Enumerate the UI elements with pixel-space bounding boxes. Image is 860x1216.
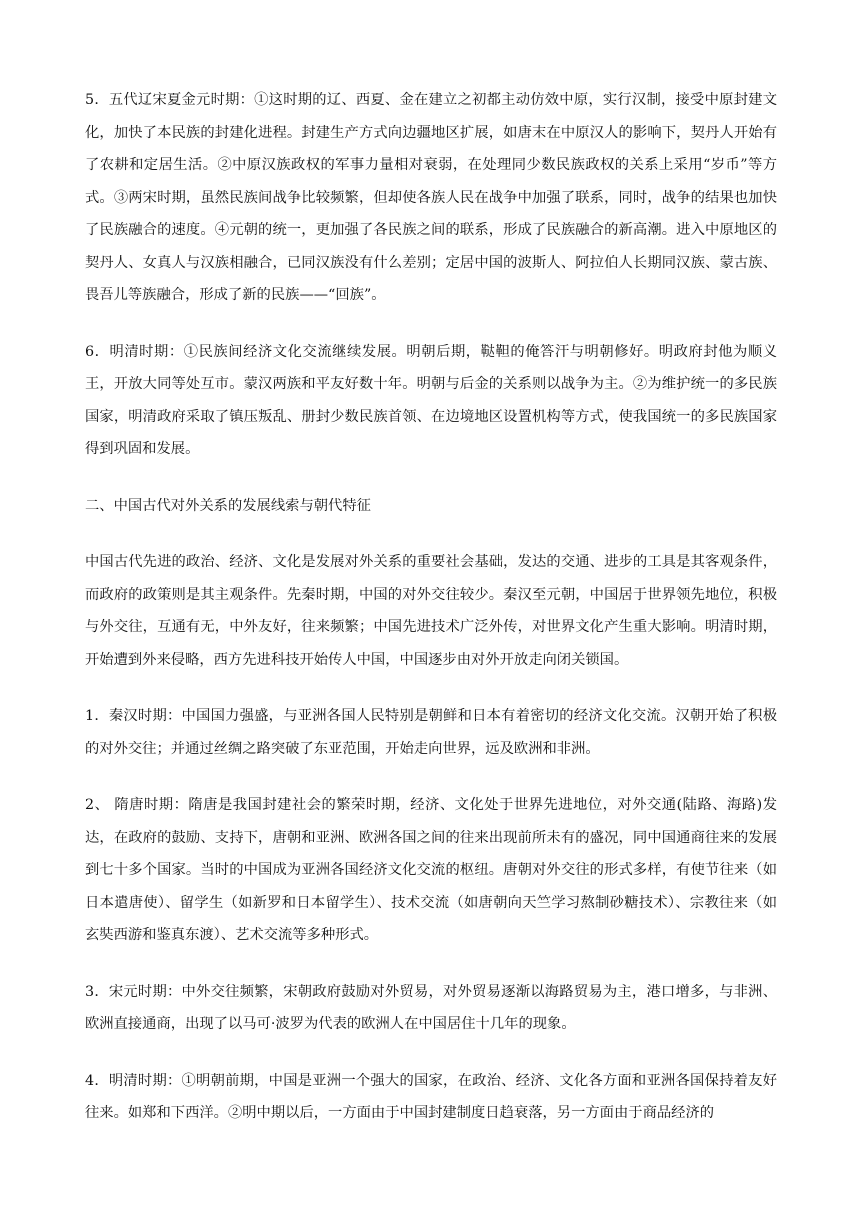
paragraph-qin-han: 1．秦汉时期：中国国力强盛，与亚洲各国人民特别是朝鲜和日本有着密切的经济文化交流。汉朝开始了积极的对外交往；并通过丝绸之路突破了东亚范围，开始走向世界，远及欧洲和非洲。 xyxy=(85,708,777,757)
paragraph-foreign-relations-intro: 中国古代先进的政治、经济、文化是发展对外关系的重要社会基础，发达的交通、进步的工具是其客观条件，而政府的政策则是其主观条件。先秦时期，中国的对外交往较少。秦汉至元朝，中国居于世界领先地位，积极与外交往，互通有无，中外友好，往来频繁；中国先进技术广泛外传，对世界文化产生重大影响。明清时期，开始遭到外来侵略，西方先进科技开始传人中国，中国逐步由对外开放走向闭关锁国。 xyxy=(85,554,777,668)
paragraph-ming-qing-ethnic: 6．明清时期：①民族间经济文化交流继续发展。明朝后期，鞑靼的俺答汗与明朝修好。明政府封他为顺义王，开放大同等处互市。蒙汉两族和平友好数十年。明朝与后金的关系则以战争为主。②为维护统一的多民族国家，明清政府采取了镇压叛乱、册封少数民族首领、在边境地区设置机构等方式，使我国统一的多民族国家得到巩固和发展。 xyxy=(85,343,777,457)
paragraph-sui-tang: 2、 隋唐时期：隋唐是我国封建社会的繁荣时期，经济、文化处于世界先进地位，对外交通(陆路、海路)发达，在政府的鼓励、支持下，唐朝和亚洲、欧洲各国之间的往来出现前所未有的盛况，同中国通商往来的发展到七十多个国家。当时的中国成为亚洲各国经济文化交流的枢纽。唐朝对外交往的形式多样，有使节往来（如日本遣唐使）、留学生（如新罗和日本留学生）、技术交流（如唐朝向天竺学习熬制砂糖技术）、宗教往来（如玄奘西游和鉴真东渡）、艺术交流等多种形式。 xyxy=(85,797,777,943)
paragraph-song-yuan: 3．宋元时期：中外交往频繁，宋朝政府鼓励对外贸易，对外贸易逐渐以海路贸易为主，港口增多，与非洲、欧洲直接通商，出现了以马可·波罗为代表的欧洲人在中国居住十几年的现象。 xyxy=(85,983,777,1032)
document-page xyxy=(85,84,777,1130)
paragraph-wudai-liao-song: 5．五代辽宋夏金元时期：①这时期的辽、西夏、金在建立之初都主动仿效中原，实行汉制，接受中原封建文化，加快了本民族的封建化进程。封建生产方式向边疆地区扩展，如唐末在中原汉人的影响下，契丹人开始有了农耕和定居生活。②中原汉族政权的军事力量相对衰弱，在处理同少数民族政权的关系上采用“岁币”等方式。③两宋时期，虽然民族间战争比较频繁，但却使各族人民在战争中加强了联系，同时，战争的结果也加快了民族融合的速度。④元朝的统一，更加强了各民族之间的联系，形成了民族融合的新高潮。进入中原地区的契丹人、女真人与汉族相融合，已同汉族没有什么差别；定居中国的波斯人、阿拉伯人长期同汉族、蒙古族、畏吾儿等族融合，形成了新的民族——“回族”。 xyxy=(85,92,777,303)
section-heading: 二、中国古代对外关系的发展线索与朝代特征 xyxy=(85,497,371,514)
paragraph-ming-qing-foreign: 4．明清时期：①明朝前期，中国是亚洲一个强大的国家，在政治、经济、文化各方面和亚洲各国保持着友好往来。如郑和下西洋。②明中期以后，一方面由于中国封建制度日趋衰落，另一方面由于商品经济的 xyxy=(85,1072,777,1121)
